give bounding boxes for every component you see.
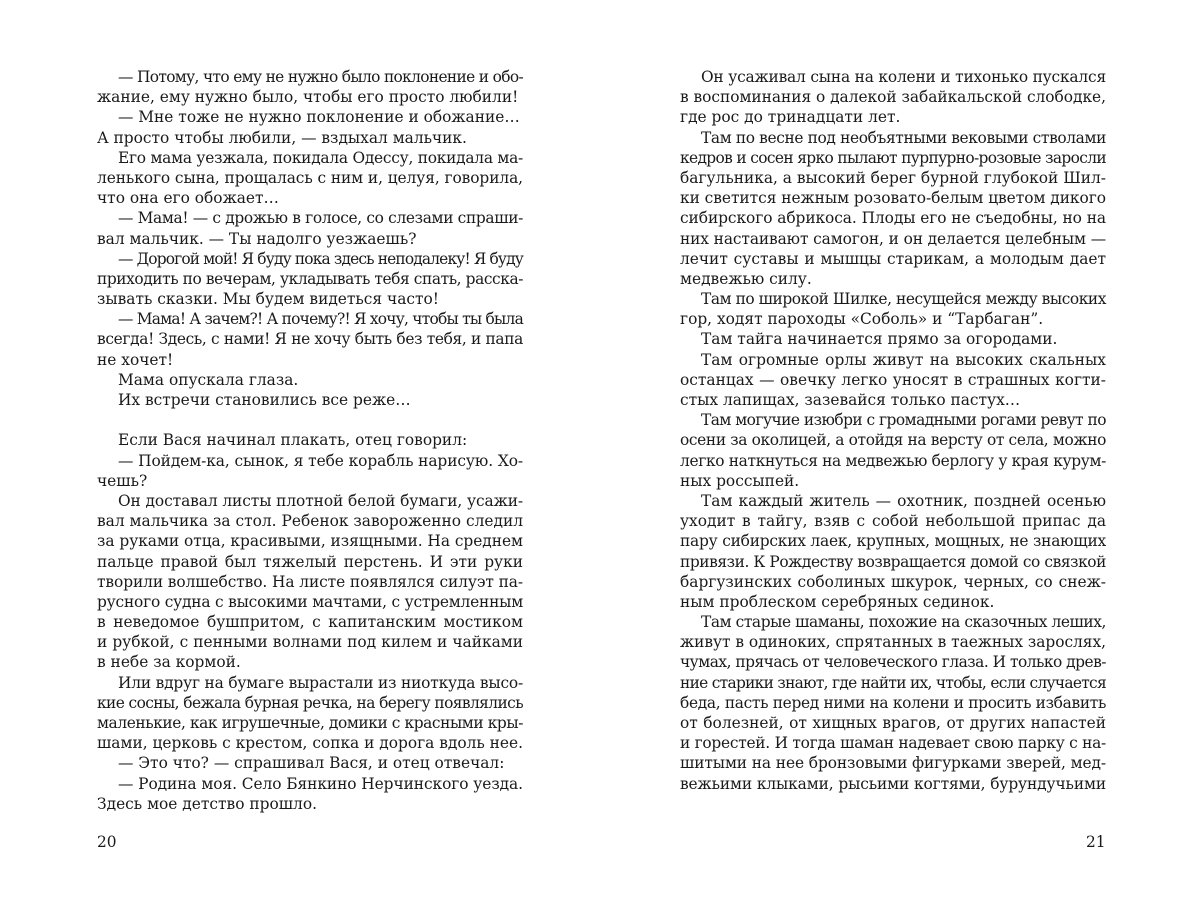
text-line: гор, ходят пароходы «Соболь» и “Тарбаган”.: [680, 310, 1044, 329]
text-line: легко наткнуться на медвежью берлогу у края курум-: [680, 451, 1106, 470]
text-line: Там каждый житель — охотник, поздней осенью: [701, 491, 1106, 510]
text-line: Там огромные орлы живут на высоких скальных: [701, 350, 1106, 369]
text-line: ных россыпей.: [680, 471, 800, 490]
text-line: сибирского абрикоса. Плоды его не съедобны, но на: [680, 209, 1106, 228]
text-line: и горестей. И тогда шаман надевает свою парку с на-: [680, 734, 1106, 753]
text-line: пару сибирских лаек, крупных, мощных, не знающих: [680, 532, 1106, 551]
text-line: русного судна с высокими мачтами, с устремленным: [97, 592, 523, 611]
text-line: всегда! Здесь, с нами! Я не хочу быть без тебя, и папа: [97, 330, 523, 349]
text-line: стых лапищах, зазевайся только пастух…: [680, 391, 1021, 409]
text-line: багульника, а высокий берег бурной глубокой Шил-: [680, 168, 1106, 187]
text-line: них настаивают самогон, и он делается целебным —: [680, 229, 1106, 248]
text-line: Там могучие изюбри с громадными рогами ревут по: [701, 411, 1106, 430]
text-line: кие сосны, бежала бурная речка, на берегу появлялись: [97, 693, 523, 712]
page-number-left: 20: [97, 833, 117, 851]
text-line: живут в одиноких, спрятанных в таежных зарослях,: [680, 633, 1106, 652]
text-line: медвежью силу.: [680, 269, 812, 288]
right-page: [600, 0, 1200, 900]
text-line: чешь?: [97, 471, 148, 490]
text-line: шами, церковь с крестом, сопка и дорога вдоль нее.: [97, 734, 524, 753]
text-line: осени за околицей, а отойдя на версту от села, можно: [680, 431, 1106, 450]
text-line: пальце правой был тяжелый перстень. И эти руки: [97, 552, 523, 571]
text-line: ным проблеском серебряных сединок.: [680, 592, 995, 611]
text-line: Их встречи становились все реже…: [118, 391, 411, 409]
text-line: что она его обожает…: [97, 189, 279, 208]
text-line: Там по широкой Шилке, несущейся между высоких: [701, 290, 1106, 309]
text-line: Там старые шаманы, похожие на сказочных леших,: [701, 613, 1106, 632]
text-line: вежьими клыками, рысьими когтями, бурундучьими: [680, 774, 1106, 793]
text-line: вал мальчик. — Ты надолго уезжаешь?: [97, 229, 417, 248]
text-line: Мама опускала глаза.: [118, 370, 299, 389]
blank-line: [97, 410, 523, 430]
text-line: не хочет!: [97, 350, 174, 369]
text-line: и рубкой, с пенными волнами под килем и чайками: [97, 633, 523, 652]
text-line: Там по весне под необъятными вековыми стволами: [701, 128, 1106, 147]
text-line: чумах, прячась от человеческого глаза. И только древ-: [680, 653, 1106, 672]
text-line: привязи. К Рождеству возвращается домой со связкой: [680, 552, 1106, 571]
text-line: ние старики знают, где найти их, чтобы, если случается: [680, 673, 1106, 692]
text-line: — Мама! — с дрожью в голосе, со слезами спраши-: [118, 209, 523, 228]
text-line: — Родина моя. Село Бянкино Нерчинского уезда.: [118, 774, 523, 793]
text-line: от болезней, от хищных врагов, от других напастей: [680, 714, 1106, 732]
text-line: останцах — овечку легко уносят в страшных когти-: [680, 370, 1106, 389]
text-line: вал мальчика за стол. Ребенок завороженно следил: [97, 512, 523, 531]
text-line: — Потому, что ему не нужно было поклонение и обо-: [118, 68, 523, 86]
text-line: — Дорогой мой! Я буду пока здесь неподалеку! Я буду: [118, 249, 523, 268]
text-line: в неведомое бушпритом, с капитанским мостиком: [97, 613, 523, 632]
text-line: в воспоминания о далекой забайкальской слободке,: [680, 88, 1106, 107]
right-page-text: [680, 67, 1106, 794]
text-line: жание, ему нужно было, чтобы его просто любили!: [97, 88, 519, 107]
text-line: А просто чтобы любили, — вздыхал мальчик.: [97, 128, 467, 147]
text-line: в небе за кормой.: [97, 653, 241, 672]
text-line: беда, пасть перед ними на колени и просить избавить: [680, 693, 1106, 712]
text-line: — Это что? — спрашивал Вася, и отец отвечал:: [118, 754, 505, 773]
left-page-text: [97, 67, 523, 814]
text-line: шитыми на нее бронзовыми фигурками зверей, мед-: [680, 754, 1106, 773]
text-line: Там тайга начинается прямо за огородами.: [701, 330, 1058, 349]
text-line: ки светится нежным розовато-белым цветом дикого: [680, 189, 1106, 208]
text-line: — Мне тоже не нужно поклонение и обожание…: [118, 108, 520, 127]
page-number-right: 21: [1086, 833, 1106, 851]
text-line: Здесь мое детство прошло.: [97, 794, 317, 813]
text-line: Его мама уезжала, покидала Одессу, покидала ма-: [118, 148, 523, 167]
text-line: Если Вася начинал плакать, отец говорил:: [118, 431, 468, 450]
text-line: где рос до тринадцати лет.: [680, 108, 901, 127]
text-line: кедров и сосен ярко пылают пурпурно-розовые заросли: [680, 148, 1106, 167]
text-line: зывать сказки. Мы будем видеться часто!: [97, 290, 439, 309]
text-line: баргузинских соболиных шкурок, черных, со снеж-: [680, 572, 1106, 591]
text-line: Или вдруг на бумаге вырастали из ниоткуда высо-: [118, 673, 523, 692]
text-line: уходит в тайгу, взяв с собой небольшой припас да: [680, 512, 1106, 531]
text-line: за руками отца, красивыми, изящными. На среднем: [97, 532, 523, 551]
text-line: Он усаживал сына на колени и тихонько пускался: [701, 68, 1106, 86]
text-line: — Пойдем-ка, сынок, я тебе корабль нарисую. Хо-: [118, 451, 523, 470]
text-line: лечит суставы и мышцы старикам, а молодым дает: [680, 249, 1106, 268]
text-line: — Мама! А зачем?! А почему?! Я хочу, чтобы ты была: [118, 310, 523, 329]
text-line: приходить по вечерам, укладывать тебя спать, расска-: [97, 269, 523, 288]
text-line: творили волшебство. На листе появлялся силуэт па-: [97, 572, 523, 591]
text-line: Он доставал листы плотной белой бумаги, усажи-: [118, 491, 523, 510]
text-line: ленького сына, прощалась с ним и, целуя, говорила,: [97, 168, 523, 187]
text-line: маленькие, как игрушечные, домики с красными кры-: [97, 714, 523, 732]
